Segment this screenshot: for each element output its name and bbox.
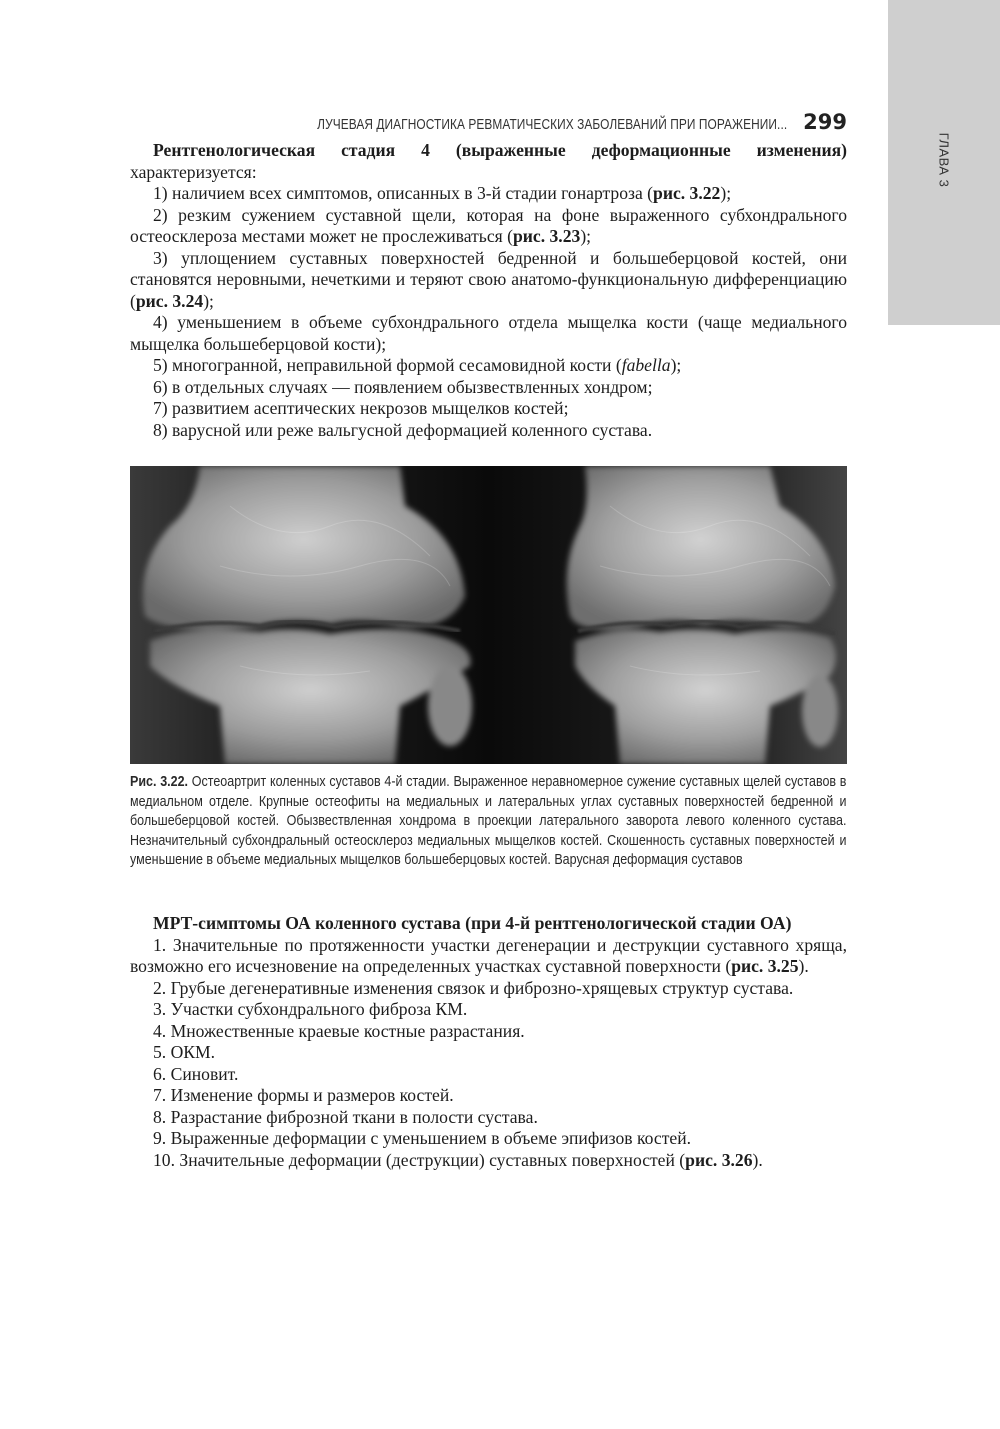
figure-caption xyxy=(130,773,847,871)
section-mri xyxy=(130,913,847,1171)
chapter-tab xyxy=(888,0,1000,325)
list-item: 1) наличием всех симптомов, описанных в 3-й стадии гонартроза (рис. 3.22); xyxy=(153,183,732,203)
list-item: 3) уплощением суставных поверхностей бедренной и большеберцовой костей, они становятся неровными, нечеткими и теряют свою анатомо-функциональную дифференциацию (рис. 3.24); xyxy=(130,247,847,311)
list-item: 10. Значительные деформации (деструкции) суставных поверхностей (рис. 3.26). xyxy=(153,1149,763,1170)
latin-term: fabella xyxy=(621,355,671,375)
running-title: ЛУЧЕВАЯ ДИАГНОСТИКА РЕВМАТИЧЕСКИХ ЗАБОЛЕВАНИЙ ПРИ ПОРАЖЕНИИ... xyxy=(317,117,788,133)
list-item: 7) развитием асептических некрозов мыщелков костей; xyxy=(153,398,569,418)
list-item: 3. Участки субхондрального фиброза КМ. xyxy=(153,999,468,1019)
chapter-tab-label: ГЛАВА 3 xyxy=(936,132,952,188)
list-item: 8. Разрастание фиброзной ткани в полости сустава. xyxy=(153,1106,538,1127)
list-item: 9. Выраженные деформации с уменьшением в объеме эпифизов костей. xyxy=(153,1128,692,1148)
list-item: 7. Изменение формы и размеров костей. xyxy=(153,1085,454,1105)
list-item: 8) варусной или реже вальгусной деформацией коленного сустава. xyxy=(153,419,653,440)
list-item: 6) в отдельных случаях — появлением обызвествленных хондром; xyxy=(153,376,653,397)
figure-ref: рис. 3.23 xyxy=(512,226,581,246)
section-mri-heading: МРТ-симптомы ОА коленного сустава (при 4-й рентгенологической стадии ОА) xyxy=(153,913,792,933)
section-stage4-heading: Рентгенологическая стадия 4 (выраженные деформационные изменения) xyxy=(153,140,847,160)
running-header xyxy=(130,103,847,133)
list-item: 5. ОКМ. xyxy=(153,1042,216,1062)
section-stage4-intro xyxy=(130,140,847,183)
section-stage4-heading-tail: характеризуется: xyxy=(130,161,257,182)
page-number: 299 xyxy=(803,110,847,134)
figure-ref: рис. 3.26 xyxy=(685,1149,753,1170)
section-stage4 xyxy=(130,140,847,441)
figure-ref: рис. 3.25 xyxy=(731,956,799,976)
xray-image xyxy=(130,466,847,764)
list-item: 5) многогранной, неправильной формой сесамовидной кости (fabella); xyxy=(153,355,682,375)
figure-label: Рис. 3.22. xyxy=(130,774,189,790)
figure-caption-text: Остеоартрит коленных суставов 4-й стадии. Выраженное неравномерное сужение суставных щелей суставов в медиальном отделе. Крупные остеофиты на медиальных и латеральных углах суставных поверхностей бедренной и большеберцовой костей. Обызвествленная хондрома в проекции латерального заворота левого коленного сустава. Незначительный субхондральный остеосклероз медиальных мыщелков костей. Скошенность суставных поверхностей и уменьшение в объеме медиальных мыщелков большеберцовых костей. Варусная деформация суставов xyxy=(130,774,847,869)
list-item: 4. Множественные краевые костные разрастания. xyxy=(153,1020,525,1041)
list-item: 2. Грубые дегенеративные изменения связок и фиброзно-хрящевых структур сустава. xyxy=(153,977,794,998)
list-item: 6. Синовит. xyxy=(153,1063,239,1084)
list-item: 2) резким сужением суставной щели, которая на фоне выраженного субхондрального остеосклероза местами может не прослеживаться (рис. 3.23); xyxy=(130,204,847,246)
figure-ref: рис. 3.24 xyxy=(135,290,204,311)
list-item: 4) уменьшением в объеме субхондрального отдела мыщелка кости (чаще медиального мыщелка большеберцовой кости); xyxy=(130,312,847,354)
figure-ref: рис. 3.22 xyxy=(653,183,721,203)
list-item: 1. Значительные по протяженности участки дегенерации и деструкции суставного хряща, возможно его исчезновение на определенных участках суставной поверхности (рис. 3.25). xyxy=(130,934,847,976)
